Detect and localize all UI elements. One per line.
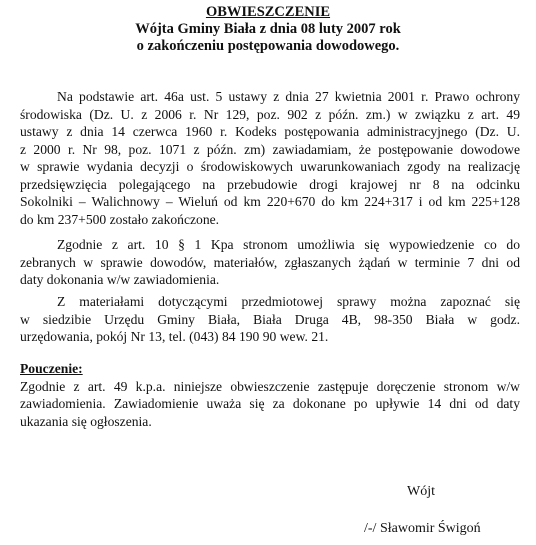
pouczenie-heading: Pouczenie: [20,361,83,376]
signature-name: /-/ Sławomir Świgoń [364,521,481,536]
pouczenie-line: Zgodnie z art. 49 k.p.a. niniejsze obwieszczenie zastępuje doręczenie stronom w/w [20,378,520,394]
pouczenie-line: ukazania się ogłoszenia. [20,413,152,429]
pouczenie-section [20,360,520,430]
paragraph-line: przedsięwzięcia polegającego na przebudowie drogi krajowej nr 8 na odcinku [20,176,520,192]
paragraph-line: daty dokonania w/w zawiadomienia. [20,272,220,287]
paragraph-line: urzędowania, pokój Nr 13, tel. (043) 84 190 90 wew. 21. [20,329,329,344]
paragraph-line: z 2000 r. Nr 98, poz. 1071 z późn. zm) zawiadamiam, że postępowanie dowodowe [20,141,520,157]
paragraph-parties-rights [20,236,520,289]
paragraph-line: Na podstawie art. 46a ust. 5 ustawy z dnia 27 kwietnia 2001 r. Prawo ochrony [57,89,520,104]
signature-role: Wójt [407,484,435,499]
paragraph-line: w sprawie wydania decyzji o środowiskowych uwarunkowaniach zgody na realizację [20,159,520,174]
paragraph-line: środowiska (Dz. U. z 2006 r. Nr 129, poz. 902 z późn. zm.) w związku z art. 49 [20,106,520,122]
paragraph-office-info [20,293,520,346]
paragraph-line: Sokolniki – Walichnowy – Wieluń od km 220+670 do km 224+317 i od km 225+128 [20,194,520,209]
document-subtitle-line2: o zakończeniu postępowania dowodowego. [136,38,400,54]
document-subtitle-line1: Wójta Gminy Biała z dnia 08 luty 2007 rok [135,21,401,37]
paragraph-line: do km 237+500 zostało zakończone. [20,211,220,227]
paragraph-line: Z materiałami dotyczącymi przedmiotowej sprawy można zapoznać się [57,294,520,309]
paragraph-legal-basis [20,88,520,228]
paragraph-line: zebranych w sprawie dowodów, materiałów, zgłaszanych żądań w terminie 7 dni od [20,254,520,270]
pouczenie-line: zawiadomienia. Zawiadomienie uważa się za dokonane po upływie 14 dni od daty [20,396,520,411]
paragraph-line: w siedzibie Urzędu Gminy Biała, Biała Druga 4B, 98-350 Biała w godz. [20,311,520,327]
paragraph-line: ustawy z dnia 14 czerwca 1960 r. Kodeks postępowania administracyjnego (Dz. U. [20,124,520,139]
document-title: OBWIESZCZENIE [205,4,331,20]
paragraph-line: Zgodnie z art. 10 § 1 Kpa stronom umożliwia się wypowiedzenie co do [57,237,520,252]
